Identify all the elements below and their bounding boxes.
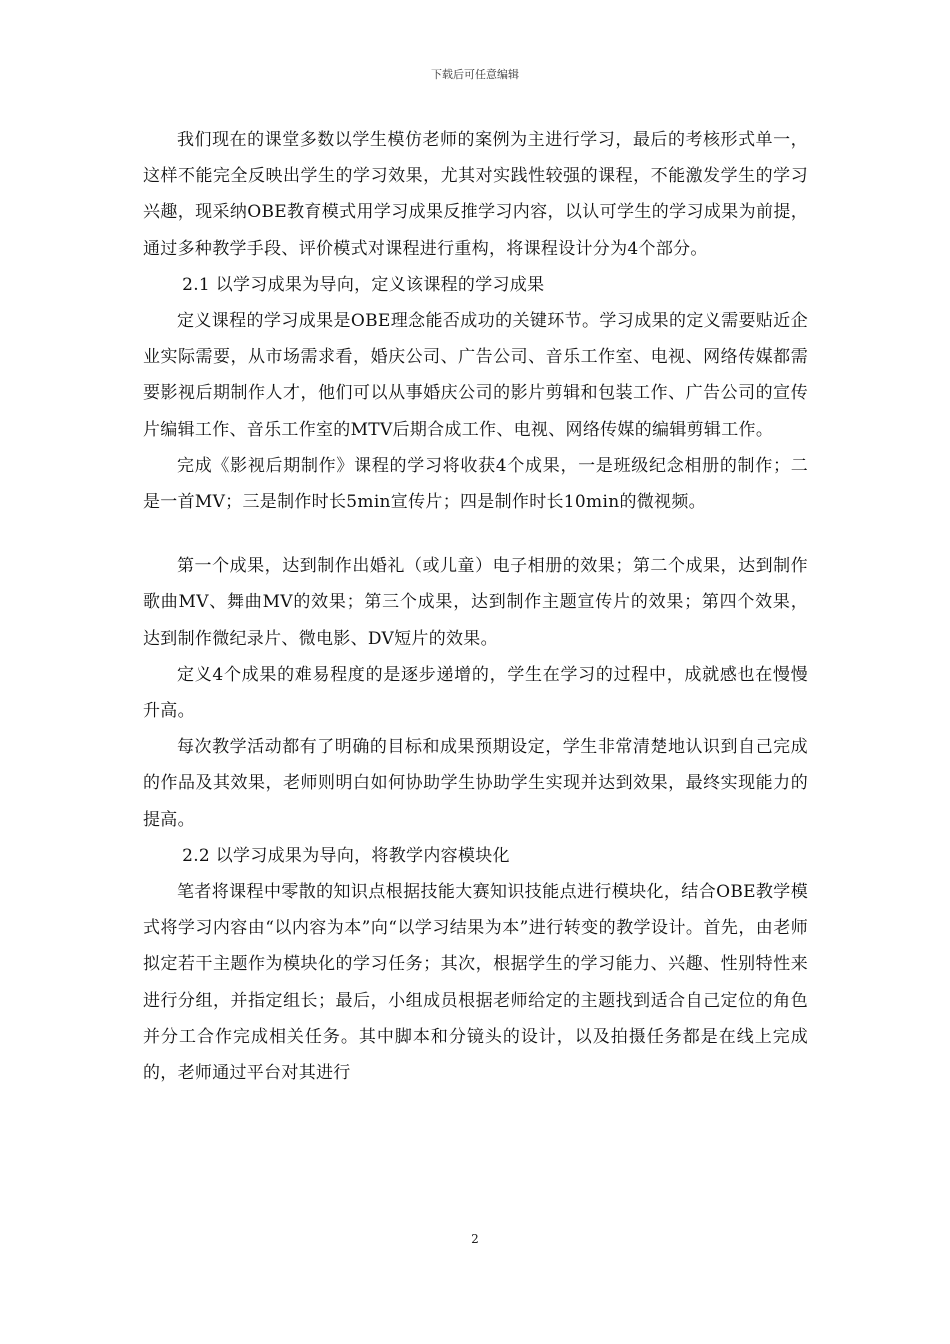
paragraph-outcome-effects: 第一个成果，达到制作出婚礼（或儿童）电子相册的效果；第二个成果，达到制作歌曲MV、舞曲MV的效果；第三个成果，达到制作主题宣传片的效果；第四个效果，达到制作微纪录片、微电影、DV短片的效果。 [143, 556, 808, 649]
paragraph-spacer [143, 520, 808, 548]
page-header: 下载后可任意编辑 [431, 68, 519, 81]
paragraph-four-outcomes: 完成《影视后期制作》课程的学习将收获4个成果，一是班级纪念相册的制作；二是一首MV；三是制作时长5min宣传片；四是制作时长10min的微视频。 [143, 455, 808, 513]
paragraph-modularization: 笔者将课程中零散的知识点根据技能大赛知识技能点进行模块化，结合OBE教学模式将学习内容由“以内容为本”向“以学习结果为本”进行转变的教学设计。首先，由老师拟定若干主题作为模块化的学习任务；其次，根据学生的学习能力、兴趣、性别特性来进行分组，并指定组长；最后，小组成员根据老师给定的主题找到适合自己定位的角色并分工合作完成相关任务。其中脚本和分镜头的设计，以及拍摄任务都是在线上完成的，老师通过平台对其进行 [143, 882, 808, 1084]
paragraph-difficulty: 定义4个成果的难易程度的是逐步递增的，学生在学习的过程中，成就感也在慢慢升高。 [143, 664, 808, 722]
page-number: 2 [471, 1232, 479, 1246]
paragraph-teaching-goals: 每次教学活动都有了明确的目标和成果预期设定，学生非常清楚地认识到自己完成的作品及其效果，老师则明白如何协助学生协助学生实现并达到效果，最终实现能力的提高。 [143, 737, 808, 830]
section-heading-2-2: 2.2 以学习成果为导向，将教学内容模块化 [182, 845, 510, 866]
document-body [143, 122, 808, 1091]
section-heading-2-1: 2.1 以学习成果为导向，定义该课程的学习成果 [182, 274, 545, 295]
paragraph-intro: 我们现在的课堂多数以学生模仿老师的案例为主进行学习，最后的考核形式单一，这样不能完全反映出学生的学习效果，尤其对实践性较强的课程，不能激发学生的学习兴趣，现采纳OBE教育模式用学习成果反推学习内容，以认可学生的学习成果为前提，通过多种教学手段、评价模式对课程进行重构，将课程设计分为4个部分。 [143, 130, 808, 259]
paragraph-define-outcomes: 定义课程的学习成果是OBE理念能否成功的关键环节。学习成果的定义需要贴近企业实际需要，从市场需求看，婚庆公司、广告公司、音乐工作室、电视、网络传媒都需要影视后期制作人才，他们可以从事婚庆公司的影片剪辑和包装工作、广告公司的宣传片编辑工作、音乐工作室的MTV后期合成工作、电视、网络传媒的编辑剪辑工作。 [143, 311, 808, 440]
